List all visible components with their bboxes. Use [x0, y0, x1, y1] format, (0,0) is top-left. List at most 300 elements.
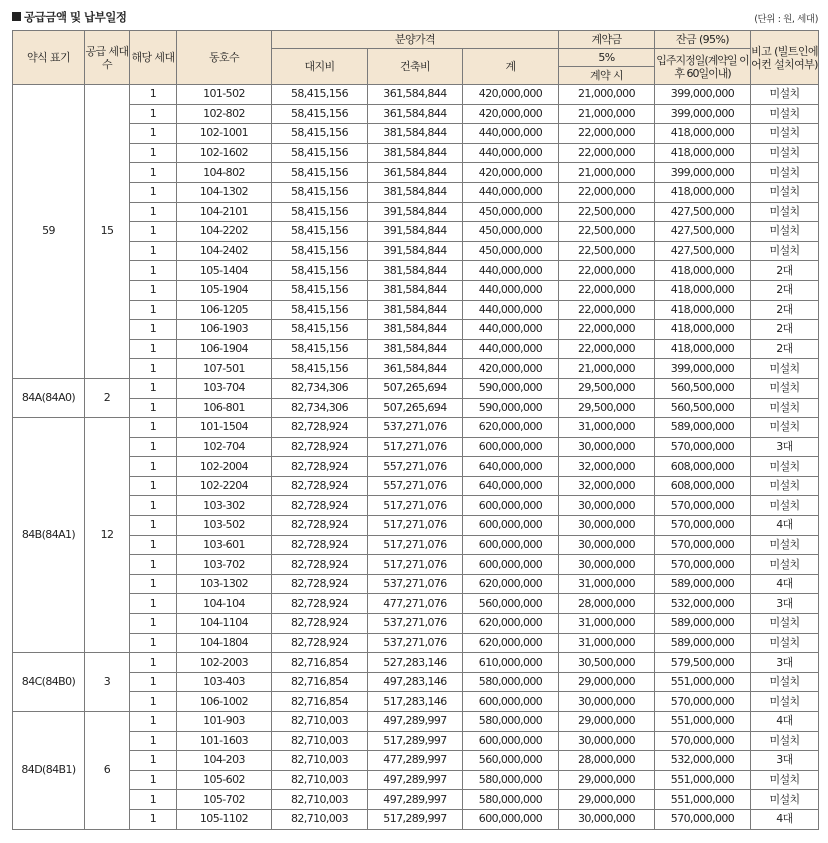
land-price-cell: 58,415,156 [272, 182, 368, 202]
aircon-note-cell: 미설치 [751, 124, 819, 144]
total-price-cell: 590,000,000 [463, 398, 559, 418]
table-row [13, 692, 819, 712]
total-price-cell: 600,000,000 [463, 555, 559, 575]
unit-no-cell: 104-1104 [177, 614, 272, 634]
header-note: 비고 (빌트인에어컨 설치여부) [751, 31, 819, 85]
unit-note: (단위 : 원, 세대) [754, 14, 818, 25]
building-price-cell: 361,584,844 [368, 163, 463, 183]
type-cell: 59 [13, 85, 85, 379]
deposit-cell: 30,000,000 [559, 809, 655, 829]
table-row [13, 104, 819, 124]
households-cell: 1 [130, 457, 177, 477]
households-cell: 1 [130, 85, 177, 105]
building-price-cell: 517,289,997 [368, 731, 463, 751]
unit-no-cell: 104-2101 [177, 202, 272, 222]
aircon-note-cell: 미설치 [751, 104, 819, 124]
balance-cell: 570,000,000 [655, 731, 751, 751]
aircon-note-cell: 미설치 [751, 359, 819, 379]
aircon-note-cell: 미설치 [751, 790, 819, 810]
type-cell: 84D(84B1) [13, 712, 85, 830]
header-building: 건축비 [368, 49, 463, 85]
table-row [13, 555, 819, 575]
unit-no-cell: 102-2204 [177, 476, 272, 496]
table-row [13, 614, 819, 634]
aircon-note-cell: 3대 [751, 653, 819, 673]
deposit-cell: 29,000,000 [559, 672, 655, 692]
total-price-cell: 560,000,000 [463, 751, 559, 771]
households-cell: 1 [130, 496, 177, 516]
building-price-cell: 497,289,997 [368, 790, 463, 810]
table-row [13, 300, 819, 320]
aircon-note-cell: 2대 [751, 300, 819, 320]
table-row [13, 85, 819, 105]
aircon-note-cell: 미설치 [751, 555, 819, 575]
land-price-cell: 58,415,156 [272, 124, 368, 144]
households-cell: 1 [130, 790, 177, 810]
deposit-cell: 32,000,000 [559, 457, 655, 477]
unit-no-cell: 106-1002 [177, 692, 272, 712]
unit-no-cell: 104-802 [177, 163, 272, 183]
unit-no-cell: 103-704 [177, 378, 272, 398]
total-price-cell: 600,000,000 [463, 516, 559, 536]
table-row [13, 496, 819, 516]
aircon-note-cell: 미설치 [751, 85, 819, 105]
aircon-note-cell: 미설치 [751, 496, 819, 516]
households-cell: 1 [130, 712, 177, 732]
supply-count-cell: 2 [85, 378, 130, 417]
balance-cell: 399,000,000 [655, 359, 751, 379]
table-row [13, 182, 819, 202]
households-cell: 1 [130, 751, 177, 771]
balance-cell: 399,000,000 [655, 85, 751, 105]
total-price-cell: 440,000,000 [463, 261, 559, 281]
land-price-cell: 82,728,924 [272, 574, 368, 594]
households-cell: 1 [130, 809, 177, 829]
aircon-note-cell: 4대 [751, 809, 819, 829]
deposit-cell: 30,000,000 [559, 731, 655, 751]
balance-cell: 551,000,000 [655, 712, 751, 732]
unit-no-cell: 106-1904 [177, 339, 272, 359]
building-price-cell: 517,271,076 [368, 535, 463, 555]
unit-no-cell: 103-403 [177, 672, 272, 692]
unit-no-cell: 103-702 [177, 555, 272, 575]
deposit-cell: 28,000,000 [559, 751, 655, 771]
building-price-cell: 391,584,844 [368, 222, 463, 242]
households-cell: 1 [130, 770, 177, 790]
total-price-cell: 450,000,000 [463, 241, 559, 261]
deposit-cell: 29,000,000 [559, 770, 655, 790]
deposit-cell: 22,000,000 [559, 280, 655, 300]
header-type: 약식 표기 [13, 31, 85, 85]
unit-no-cell: 104-203 [177, 751, 272, 771]
total-price-cell: 440,000,000 [463, 124, 559, 144]
building-price-cell: 507,265,694 [368, 398, 463, 418]
land-price-cell: 82,716,854 [272, 653, 368, 673]
land-price-cell: 82,728,924 [272, 418, 368, 438]
unit-no-cell: 102-2003 [177, 653, 272, 673]
households-cell: 1 [130, 261, 177, 281]
households-cell: 1 [130, 104, 177, 124]
aircon-note-cell: 미설치 [751, 633, 819, 653]
header-deposit-when: 계약 시 [559, 67, 655, 85]
households-cell: 1 [130, 280, 177, 300]
total-price-cell: 640,000,000 [463, 476, 559, 496]
balance-cell: 560,500,000 [655, 398, 751, 418]
land-price-cell: 82,710,003 [272, 790, 368, 810]
land-price-cell: 82,728,924 [272, 457, 368, 477]
building-price-cell: 517,271,076 [368, 496, 463, 516]
aircon-note-cell: 미설치 [751, 614, 819, 634]
deposit-cell: 21,000,000 [559, 85, 655, 105]
unit-no-cell: 101-1504 [177, 418, 272, 438]
total-price-cell: 420,000,000 [463, 359, 559, 379]
land-price-cell: 82,728,924 [272, 633, 368, 653]
header-price-group: 분양가격 [272, 31, 559, 49]
balance-cell: 532,000,000 [655, 751, 751, 771]
aircon-note-cell: 미설치 [751, 457, 819, 477]
balance-cell: 418,000,000 [655, 261, 751, 281]
table-row [13, 339, 819, 359]
unit-no-cell: 105-1404 [177, 261, 272, 281]
table-row [13, 594, 819, 614]
unit-no-cell: 101-502 [177, 85, 272, 105]
balance-cell: 608,000,000 [655, 457, 751, 477]
deposit-cell: 28,000,000 [559, 594, 655, 614]
aircon-note-cell: 2대 [751, 320, 819, 340]
table-row [13, 437, 819, 457]
land-price-cell: 82,716,854 [272, 672, 368, 692]
building-price-cell: 527,283,146 [368, 653, 463, 673]
unit-no-cell: 102-1602 [177, 143, 272, 163]
total-price-cell: 610,000,000 [463, 653, 559, 673]
building-price-cell: 557,271,076 [368, 476, 463, 496]
total-price-cell: 600,000,000 [463, 496, 559, 516]
deposit-cell: 30,000,000 [559, 516, 655, 536]
balance-cell: 532,000,000 [655, 594, 751, 614]
unit-no-cell: 105-1102 [177, 809, 272, 829]
unit-no-cell: 104-1804 [177, 633, 272, 653]
table-row [13, 457, 819, 477]
type-cell: 84C(84B0) [13, 653, 85, 712]
unit-no-cell: 104-1302 [177, 182, 272, 202]
households-cell: 1 [130, 574, 177, 594]
deposit-cell: 22,500,000 [559, 222, 655, 242]
households-cell: 1 [130, 378, 177, 398]
unit-no-cell: 105-702 [177, 790, 272, 810]
aircon-note-cell: 미설치 [751, 418, 819, 438]
balance-cell: 589,000,000 [655, 633, 751, 653]
building-price-cell: 517,289,997 [368, 809, 463, 829]
households-cell: 1 [130, 359, 177, 379]
table-row [13, 751, 819, 771]
households-cell: 1 [130, 300, 177, 320]
balance-cell: 399,000,000 [655, 104, 751, 124]
balance-cell: 589,000,000 [655, 574, 751, 594]
households-cell: 1 [130, 555, 177, 575]
land-price-cell: 82,734,306 [272, 378, 368, 398]
building-price-cell: 517,271,076 [368, 437, 463, 457]
building-price-cell: 537,271,076 [368, 614, 463, 634]
balance-cell: 551,000,000 [655, 672, 751, 692]
deposit-cell: 22,500,000 [559, 202, 655, 222]
building-price-cell: 537,271,076 [368, 574, 463, 594]
total-price-cell: 580,000,000 [463, 712, 559, 732]
deposit-cell: 22,000,000 [559, 300, 655, 320]
deposit-cell: 22,000,000 [559, 143, 655, 163]
total-price-cell: 450,000,000 [463, 222, 559, 242]
balance-cell: 418,000,000 [655, 182, 751, 202]
unit-no-cell: 104-2402 [177, 241, 272, 261]
balance-cell: 551,000,000 [655, 770, 751, 790]
unit-no-cell: 102-2004 [177, 457, 272, 477]
balance-cell: 399,000,000 [655, 163, 751, 183]
building-price-cell: 517,271,076 [368, 516, 463, 536]
land-price-cell: 58,415,156 [272, 339, 368, 359]
deposit-cell: 22,500,000 [559, 241, 655, 261]
table-row [13, 359, 819, 379]
table-header [13, 31, 819, 85]
balance-cell: 589,000,000 [655, 418, 751, 438]
balance-cell: 608,000,000 [655, 476, 751, 496]
table-row [13, 124, 819, 144]
households-cell: 1 [130, 476, 177, 496]
balance-cell: 418,000,000 [655, 300, 751, 320]
total-price-cell: 600,000,000 [463, 535, 559, 555]
table-row [13, 222, 819, 242]
total-price-cell: 440,000,000 [463, 182, 559, 202]
building-price-cell: 361,584,844 [368, 104, 463, 124]
aircon-note-cell: 3대 [751, 437, 819, 457]
households-cell: 1 [130, 339, 177, 359]
deposit-cell: 29,000,000 [559, 712, 655, 732]
total-price-cell: 620,000,000 [463, 574, 559, 594]
deposit-cell: 30,000,000 [559, 437, 655, 457]
balance-cell: 427,500,000 [655, 241, 751, 261]
aircon-note-cell: 미설치 [751, 476, 819, 496]
total-price-cell: 440,000,000 [463, 143, 559, 163]
aircon-note-cell: 2대 [751, 280, 819, 300]
header-households: 해당 세대 [130, 31, 177, 85]
households-cell: 1 [130, 653, 177, 673]
land-price-cell: 82,728,924 [272, 594, 368, 614]
square-bullet-icon [12, 12, 21, 21]
aircon-note-cell: 미설치 [751, 692, 819, 712]
total-price-cell: 620,000,000 [463, 614, 559, 634]
land-price-cell: 58,415,156 [272, 85, 368, 105]
building-price-cell: 381,584,844 [368, 124, 463, 144]
aircon-note-cell: 미설치 [751, 770, 819, 790]
households-cell: 1 [130, 692, 177, 712]
land-price-cell: 82,728,924 [272, 516, 368, 536]
section-title-text: 공급금액 및 납부일정 [24, 10, 127, 24]
total-price-cell: 600,000,000 [463, 809, 559, 829]
deposit-cell: 21,000,000 [559, 104, 655, 124]
header-total: 계 [463, 49, 559, 85]
building-price-cell: 497,283,146 [368, 672, 463, 692]
balance-cell: 551,000,000 [655, 790, 751, 810]
table-row [13, 476, 819, 496]
land-price-cell: 82,710,003 [272, 809, 368, 829]
deposit-cell: 29,000,000 [559, 790, 655, 810]
total-price-cell: 600,000,000 [463, 692, 559, 712]
table-row [13, 633, 819, 653]
deposit-cell: 21,000,000 [559, 163, 655, 183]
building-price-cell: 507,265,694 [368, 378, 463, 398]
aircon-note-cell: 4대 [751, 574, 819, 594]
aircon-note-cell: 4대 [751, 516, 819, 536]
land-price-cell: 58,415,156 [272, 280, 368, 300]
balance-cell: 570,000,000 [655, 516, 751, 536]
total-price-cell: 560,000,000 [463, 594, 559, 614]
total-price-cell: 580,000,000 [463, 790, 559, 810]
balance-cell: 418,000,000 [655, 320, 751, 340]
households-cell: 1 [130, 241, 177, 261]
building-price-cell: 497,289,997 [368, 770, 463, 790]
aircon-note-cell: 미설치 [751, 163, 819, 183]
deposit-cell: 31,000,000 [559, 574, 655, 594]
aircon-note-cell: 4대 [751, 712, 819, 732]
table-row [13, 202, 819, 222]
aircon-note-cell: 2대 [751, 339, 819, 359]
table-row [13, 261, 819, 281]
land-price-cell: 58,415,156 [272, 359, 368, 379]
section-title [12, 9, 127, 25]
land-price-cell: 82,716,854 [272, 692, 368, 712]
total-price-cell: 420,000,000 [463, 85, 559, 105]
table-row [13, 731, 819, 751]
table-row [13, 574, 819, 594]
land-price-cell: 82,728,924 [272, 496, 368, 516]
deposit-cell: 22,000,000 [559, 124, 655, 144]
unit-no-cell: 105-1904 [177, 280, 272, 300]
table-row [13, 516, 819, 536]
table-row [13, 241, 819, 261]
header-deposit-group: 계약금 [559, 31, 655, 49]
building-price-cell: 557,271,076 [368, 457, 463, 477]
unit-no-cell: 103-601 [177, 535, 272, 555]
total-price-cell: 440,000,000 [463, 320, 559, 340]
total-price-cell: 440,000,000 [463, 339, 559, 359]
total-price-cell: 580,000,000 [463, 672, 559, 692]
unit-no-cell: 107-501 [177, 359, 272, 379]
balance-cell: 418,000,000 [655, 339, 751, 359]
building-price-cell: 381,584,844 [368, 320, 463, 340]
unit-no-cell: 103-302 [177, 496, 272, 516]
land-price-cell: 58,415,156 [272, 143, 368, 163]
table-row [13, 770, 819, 790]
households-cell: 1 [130, 516, 177, 536]
aircon-note-cell: 미설치 [751, 241, 819, 261]
deposit-cell: 32,000,000 [559, 476, 655, 496]
balance-cell: 570,000,000 [655, 555, 751, 575]
aircon-note-cell: 2대 [751, 261, 819, 281]
unit-no-cell: 102-1001 [177, 124, 272, 144]
households-cell: 1 [130, 633, 177, 653]
header-land: 대지비 [272, 49, 368, 85]
table-row [13, 535, 819, 555]
building-price-cell: 381,584,844 [368, 261, 463, 281]
table-row [13, 320, 819, 340]
balance-cell: 418,000,000 [655, 280, 751, 300]
aircon-note-cell: 미설치 [751, 378, 819, 398]
building-price-cell: 381,584,844 [368, 300, 463, 320]
table-row [13, 672, 819, 692]
households-cell: 1 [130, 535, 177, 555]
building-price-cell: 391,584,844 [368, 202, 463, 222]
households-cell: 1 [130, 222, 177, 242]
table-row [13, 809, 819, 829]
aircon-note-cell: 3대 [751, 751, 819, 771]
building-price-cell: 381,584,844 [368, 339, 463, 359]
balance-cell: 570,000,000 [655, 692, 751, 712]
supply-count-cell: 6 [85, 712, 130, 830]
households-cell: 1 [130, 163, 177, 183]
supply-count-cell: 15 [85, 85, 130, 379]
table-row [13, 163, 819, 183]
total-price-cell: 420,000,000 [463, 104, 559, 124]
balance-cell: 589,000,000 [655, 614, 751, 634]
land-price-cell: 82,710,003 [272, 712, 368, 732]
land-price-cell: 82,728,924 [272, 535, 368, 555]
deposit-cell: 30,000,000 [559, 555, 655, 575]
table-row [13, 398, 819, 418]
building-price-cell: 381,584,844 [368, 143, 463, 163]
households-cell: 1 [130, 614, 177, 634]
total-price-cell: 600,000,000 [463, 437, 559, 457]
header-balance-when: 입주지정일(계약일 이후 60일이내) [655, 49, 751, 85]
balance-cell: 418,000,000 [655, 124, 751, 144]
aircon-note-cell: 3대 [751, 594, 819, 614]
households-cell: 1 [130, 124, 177, 144]
total-price-cell: 640,000,000 [463, 457, 559, 477]
building-price-cell: 477,289,997 [368, 751, 463, 771]
building-price-cell: 477,271,076 [368, 594, 463, 614]
building-price-cell: 537,271,076 [368, 418, 463, 438]
building-price-cell: 361,584,844 [368, 359, 463, 379]
land-price-cell: 58,415,156 [272, 241, 368, 261]
total-price-cell: 590,000,000 [463, 378, 559, 398]
table-row [13, 378, 819, 398]
unit-no-cell: 106-1903 [177, 320, 272, 340]
deposit-cell: 22,000,000 [559, 339, 655, 359]
balance-cell: 570,000,000 [655, 809, 751, 829]
total-price-cell: 450,000,000 [463, 202, 559, 222]
balance-cell: 570,000,000 [655, 535, 751, 555]
land-price-cell: 58,415,156 [272, 104, 368, 124]
header-supply: 공급 세대수 [85, 31, 130, 85]
balance-cell: 560,500,000 [655, 378, 751, 398]
deposit-cell: 29,500,000 [559, 398, 655, 418]
balance-cell: 570,000,000 [655, 437, 751, 457]
balance-cell: 418,000,000 [655, 143, 751, 163]
aircon-note-cell: 미설치 [751, 672, 819, 692]
building-price-cell: 517,283,146 [368, 692, 463, 712]
deposit-cell: 21,000,000 [559, 359, 655, 379]
aircon-note-cell: 미설치 [751, 143, 819, 163]
total-price-cell: 580,000,000 [463, 770, 559, 790]
land-price-cell: 58,415,156 [272, 320, 368, 340]
land-price-cell: 82,728,924 [272, 437, 368, 457]
balance-cell: 570,000,000 [655, 496, 751, 516]
section-header [12, 9, 818, 25]
deposit-cell: 22,000,000 [559, 320, 655, 340]
households-cell: 1 [130, 418, 177, 438]
unit-no-cell: 102-802 [177, 104, 272, 124]
aircon-note-cell: 미설치 [751, 182, 819, 202]
price-table [12, 30, 819, 830]
land-price-cell: 58,415,156 [272, 202, 368, 222]
supply-count-cell: 12 [85, 418, 130, 653]
